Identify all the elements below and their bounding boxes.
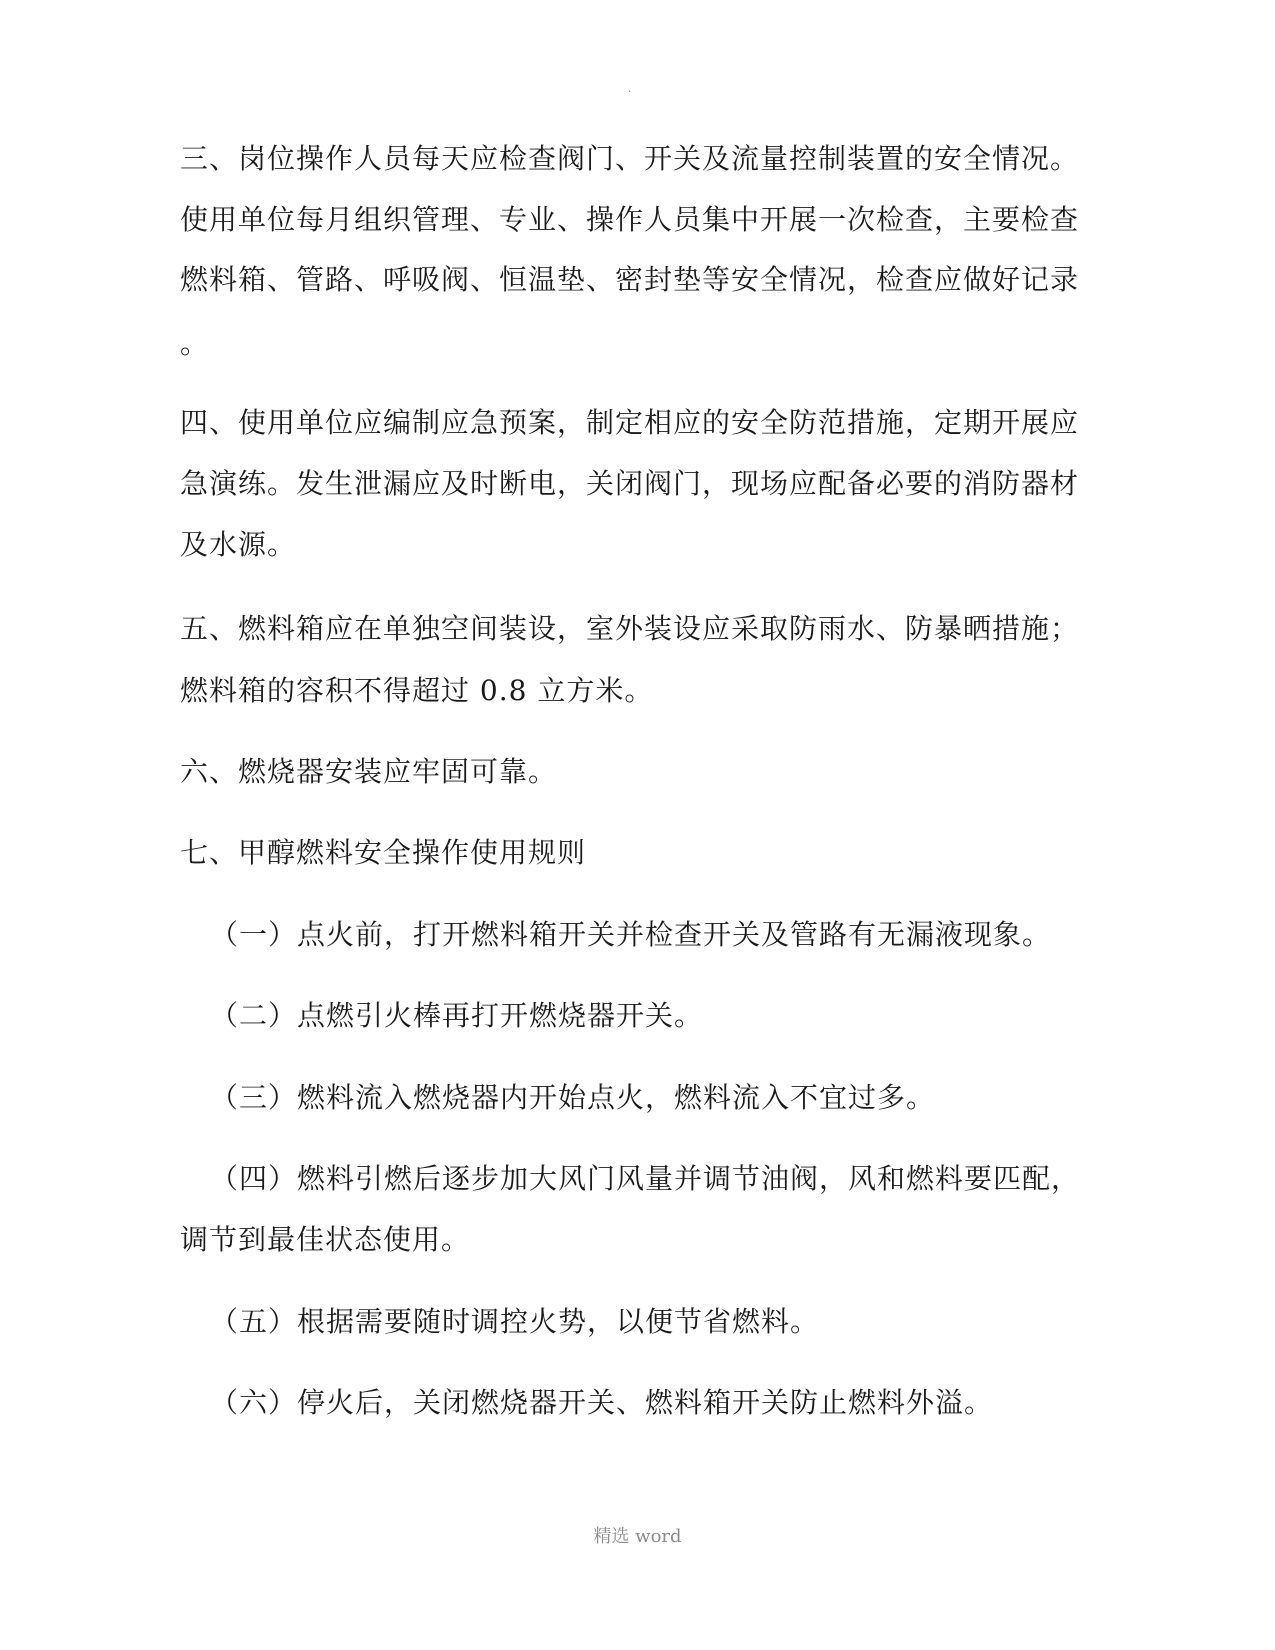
rule-2: （二）点燃引火棒再打开燃烧器开关。 (210, 999, 704, 1032)
rule-1: （一）点火前，打开燃料箱开关并检查开关及管路有无漏液现象。 (210, 918, 1052, 951)
paragraph-3-line-1: 三、岗位操作人员每天应检查阀门、开关及流量控制装置的安全情况。 (180, 142, 1080, 175)
paragraph-3-line-2: 使用单位每月组织管理、专业、操作人员集中开展一次检查，主要检查 (180, 203, 1080, 236)
paragraph-7-heading: 七、甲醇燃料安全操作使用规则 (180, 836, 587, 869)
paragraph-4-line-2: 急演练。发生泄漏应及时断电，关闭阀门，现场应配备必要的消防器材 (180, 467, 1080, 500)
paragraph-3-line-4: 。 (180, 327, 210, 360)
paragraph-3-line-3: 燃料箱、管路、呼吸阀、恒温垫、密封垫等安全情况，检查应做好记录 (180, 263, 1080, 296)
header-mark: . (628, 84, 632, 95)
paragraph-4-line-1: 四、使用单位应编制应急预案，制定相应的安全防范措施，定期开展应 (180, 406, 1080, 439)
rule-3: （三）燃料流入燃烧器内开始点火，燃料流入不宜过多。 (210, 1081, 936, 1114)
paragraph-5-line-1: 五、燃料箱应在单独空间装设，室外装设应采取防雨水、防暴晒措施； (180, 612, 1080, 645)
paragraph-5-line-2: 燃料箱的容积不得超过 0.8 立方米。 (180, 674, 654, 707)
paragraph-6: 六、燃烧器安装应牢固可靠。 (180, 755, 558, 788)
paragraph-4-line-3: 及水源。 (180, 528, 297, 561)
footer-label: 精选 word (593, 1526, 682, 1547)
rule-5: （五）根据需要随时调控火势，以便节省燃料。 (210, 1305, 820, 1338)
rule-4-line-1: （四）燃料引燃后逐步加大风门风量并调节油阀，风和燃料要匹配， (210, 1162, 1081, 1195)
rule-4-line-2: 调节到最佳状态使用。 (180, 1223, 471, 1256)
rule-6: （六）停火后，关闭燃烧器开关、燃料箱开关防止燃料外溢。 (210, 1386, 994, 1419)
